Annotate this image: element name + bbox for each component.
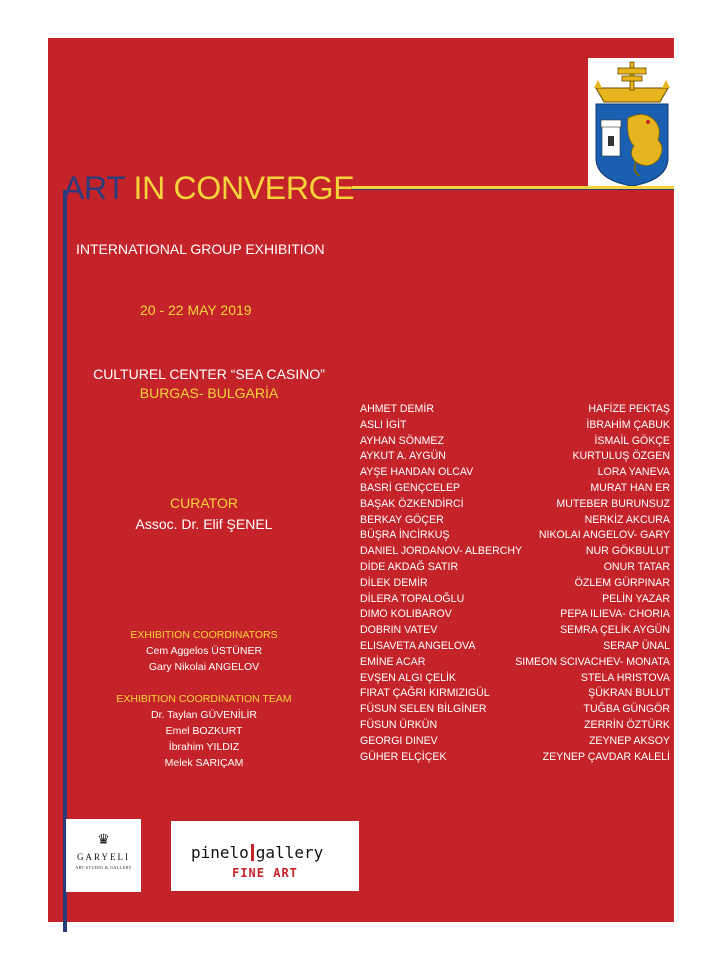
artist-name: FÜSUN ÜRKÜN bbox=[360, 718, 438, 731]
artist-name: ZEYNEP ÇAVDAR KALELİ bbox=[542, 750, 670, 763]
team-member-name: Melek SARIÇAM bbox=[164, 757, 244, 769]
exhibition-title bbox=[63, 170, 354, 207]
exhibition-subtitle: INTERNATIONAL GROUP EXHIBITION bbox=[76, 241, 325, 257]
artist-name: KURTULUŞ ÖZGEN bbox=[572, 450, 670, 463]
artist-name: EVŞEN ALGI ÇELİK bbox=[360, 671, 456, 684]
artist-name: GEORGI DINEV bbox=[360, 734, 438, 747]
artist-name: SERAP ÜNAL bbox=[603, 639, 670, 652]
team-member-name: Dr. Taylan GÜVENİLİR bbox=[150, 709, 257, 721]
artist-name: AHMET DEMİR bbox=[360, 403, 434, 415]
artist-name: FÜSUN SELEN BİLGİNER bbox=[360, 703, 487, 716]
artist-name: DANIEL JORDANOV- ALBERCHY bbox=[360, 545, 523, 558]
artist-name: AYKUT A. AYGÜN bbox=[360, 450, 446, 463]
artist-name: BÜŞRA İNCİRKUŞ bbox=[360, 529, 450, 542]
team-member-name: Emel BOZKURT bbox=[165, 725, 243, 737]
team-heading: EXHIBITION COORDINATION TEAM bbox=[116, 693, 292, 705]
artist-name: BERKAY GÖÇER bbox=[360, 513, 444, 526]
artist-name: ONUR TATAR bbox=[603, 560, 670, 573]
artists-list-right bbox=[515, 402, 670, 765]
artist-name: STELA HRISTOVA bbox=[580, 671, 670, 684]
artist-name: GÜHER ELÇİÇEK bbox=[360, 750, 447, 763]
venue-name: CULTUREL CENTER “SEA CASINO” bbox=[93, 366, 325, 382]
artist-name: MUTEBER BURUNSUZ bbox=[556, 497, 670, 510]
artist-name: NIKOLAI ANGELOV- GARY bbox=[538, 529, 670, 542]
artist-name: DİLEK DEMİR bbox=[360, 576, 428, 589]
garyeli-logo-tagline: ART STUDIO & GALLERY bbox=[75, 865, 132, 870]
pinelo-gallery-logo bbox=[171, 821, 359, 891]
pinelo-logo-subtitle: FINE ART bbox=[232, 866, 298, 880]
title-word-in-converge: IN CONVERGE bbox=[133, 170, 355, 206]
artist-name: AYŞE HANDAN OLCAV bbox=[360, 466, 474, 479]
garyeli-logo-name: GARYELI bbox=[77, 852, 130, 862]
pinelo-logo-part1: pinelo bbox=[191, 843, 249, 862]
artist-name: DİLERA TOPALOĞLU bbox=[360, 592, 465, 605]
artist-name: PELİN YAZAR bbox=[602, 592, 670, 605]
artist-name: ZEYNEP AKSOY bbox=[588, 734, 670, 747]
artist-name: İSMAİL GÖKÇE bbox=[594, 434, 670, 447]
artist-name: ŞÜKRAN BULUT bbox=[588, 687, 670, 700]
garyeli-logo bbox=[66, 819, 141, 892]
artist-name: SIMEON SCIVACHEV- MONATA bbox=[515, 655, 670, 668]
curator-heading: CURATOR bbox=[170, 495, 238, 511]
venue-city: BURGAS- BULGARİA bbox=[139, 385, 279, 401]
artists-list-left bbox=[360, 402, 522, 765]
crown-icon: ♛ bbox=[97, 831, 110, 847]
coordinator-name: Cem Aggelos ÜSTÜNER bbox=[145, 645, 263, 657]
artist-name: FIRAT ÇAĞRI KIRMIZIGÜL bbox=[360, 687, 490, 700]
logo-divider-bar bbox=[251, 844, 254, 861]
pinelo-logo-part2: gallery bbox=[255, 843, 324, 862]
title-word-art: ART bbox=[63, 170, 125, 206]
artist-name: ZERRİN ÖZTÜRK bbox=[584, 718, 670, 731]
artist-name: SEMRA ÇELİK AYGÜN bbox=[560, 624, 670, 637]
artist-name: MURAT HAN ER bbox=[590, 481, 670, 494]
artist-name: PEPA ILIEVA- CHORIA bbox=[560, 608, 670, 621]
artist-name: DİDE AKDAĞ SATIR bbox=[360, 560, 459, 573]
artist-name: BASRİ GENÇCELEP bbox=[360, 481, 461, 494]
artist-name: TUĞBA GÜNGÖR bbox=[583, 703, 670, 716]
artist-name: DOBRIN VATEV bbox=[360, 624, 438, 637]
artist-name: DIMO KOLIBAROV bbox=[360, 608, 452, 621]
curator-name: Assoc. Dr. Elif ŞENEL bbox=[135, 516, 273, 532]
coordinator-name: Gary Nikolai ANGELOV bbox=[148, 661, 260, 673]
artist-name: ELISAVETA ANGELOVA bbox=[360, 639, 476, 652]
artist-name: AYHAN SÖNMEZ bbox=[360, 434, 444, 447]
artist-name: ÖZLEM GÜRPINAR bbox=[574, 576, 670, 589]
team-member-name: İbrahim YILDIZ bbox=[168, 741, 240, 753]
burgas-coat-of-arms-icon bbox=[588, 58, 676, 188]
artist-name: ASLI İGİT bbox=[360, 418, 407, 431]
artist-name: EMİNE ACAR bbox=[360, 655, 426, 668]
artist-name: HAFİZE PEKTAŞ bbox=[588, 403, 670, 415]
artist-name: NERKİZ AKCURA bbox=[584, 513, 670, 526]
title-underline-blue bbox=[352, 189, 674, 190]
artist-name: LORA YANEVA bbox=[597, 466, 670, 479]
artist-name: İBRAHİM ÇABUK bbox=[586, 418, 670, 431]
artist-name: NUR GÖKBULUT bbox=[585, 545, 670, 558]
coordinators-heading: EXHIBITION COORDINATORS bbox=[130, 629, 278, 641]
exhibition-dates: 20 - 22 MAY 2019 bbox=[140, 302, 252, 318]
artist-name: BAŞAK ÖZKENDİRCİ bbox=[360, 497, 464, 510]
